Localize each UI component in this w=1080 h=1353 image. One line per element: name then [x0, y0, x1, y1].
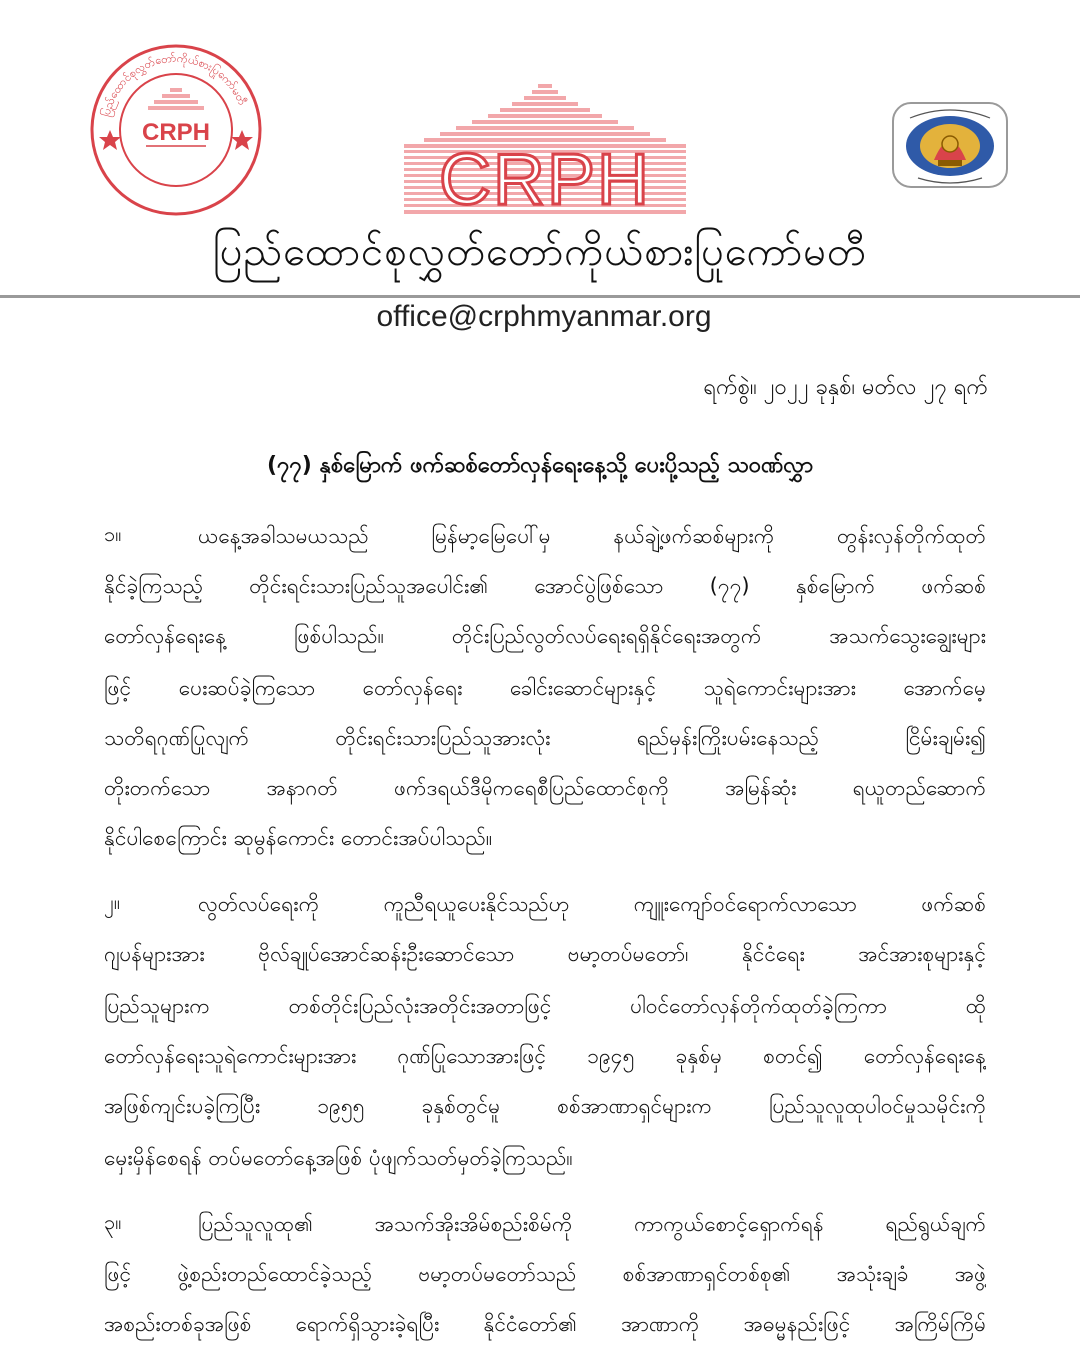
- header-divider: [0, 295, 1080, 298]
- text-line: သတိရဂုဏ်ပြုလျက် တိုင်းရင်းသားပြည်သူအားလုံး ရည်မှန်းကြိုးပမ်းနေသည့် ငြိမ်းချမ်း၍: [104, 726, 986, 750]
- text-line: ယနေ့အခါသမယသည် မြန်မာ့မြေပေါ်မှ နယ်ချဲ့ဖက်ဆစ်များကို တွန်းလှန်တိုက်ထုတ်: [198, 524, 986, 548]
- text-line: နိုင်ခဲ့ကြသည့် တိုင်းရင်းသားပြည်သူအပေါင်း၏ အောင်ပွဲဖြစ်သော (၇၇) နှစ်မြောက် ဖက်ဆစ်: [104, 574, 986, 598]
- crph-seal-logo: [88, 42, 264, 218]
- text-line: အဖြစ်ကျင်းပခဲ့ကြပြီး ၁၉၅၅ ခုနှစ်တွင်မူ စစ်အာဏာရှင်များက ပြည်သူလူထုပါဝင်မှုသမိုင်းကို: [104, 1094, 986, 1118]
- seal-ring-text: ပြည်ထောင်စုလွှတ်တော်ကိုယ်စားပြုကော်မတီ: [99, 51, 249, 119]
- text-line: လွတ်လပ်ရေးကို ကူညီရယူပေးနိုင်သည်ဟု ကျူးကျော်ဝင်ရောက်လာသော ဖက်ဆစ်: [198, 892, 986, 916]
- crph-main-logo: [400, 82, 690, 218]
- organization-name: ပြည်ထောင်စုလွှတ်တော်ကိုယ်စားပြုကော်မတီ: [213, 229, 867, 275]
- text-line: ဖြင့် ဖွဲ့စည်းတည်ထောင်ခဲ့သည့် ဗမာ့တပ်မတော်သည် စစ်အာဏာရှင်တစ်စု၏ အသုံးချခံ အဖွဲ့: [104, 1262, 986, 1286]
- document-date: ရက်စွဲ။ ၂၀၂၂ ခုနှစ်၊ မတ်လ ၂၇ ရက်: [703, 375, 988, 400]
- document-header: [0, 0, 1080, 333]
- paragraph-number: ၁။: [104, 522, 122, 546]
- star-icon: [231, 130, 253, 150]
- text-line: မှေးမှိန်စေရန် တပ်မတော်နေ့အဖြစ် ပုံဖျက်သတ်မှတ်ခဲ့ကြသည်။: [104, 1146, 573, 1170]
- paragraph-number: ၂။: [104, 890, 120, 914]
- state-emblem-logo: [890, 100, 1010, 190]
- crph-logo-text: CRPH: [438, 140, 652, 218]
- contact-email[interactable]: office@crphmyanmar.org: [376, 300, 712, 333]
- text-line: ဖြင့် ပေးဆပ်ခဲ့ကြသော တော်လှန်ရေး ခေါင်းဆောင်များနှင့် သူရဲကောင်းများအား အောက်မေ့: [104, 676, 986, 700]
- text-line: နိုင်ပါစေကြောင်း ဆုမွန်ကောင်း တောင်းအပ်ပါသည်။: [104, 826, 493, 850]
- text-line: တိုးတက်သော အနာဂတ် ဖက်ဒရယ်ဒီမိုကရေစီပြည်ထောင်စုကို အမြန်ဆုံး ရယူတည်ဆောက်: [104, 776, 986, 800]
- text-line: တော်လှန်ရေးသူရဲကောင်းများအား ဂုဏ်ပြုသောအားဖြင့် ၁၉၄၅ ခုနှစ်မှ စတင်၍ တော်လှန်ရေးနေ့: [104, 1044, 986, 1068]
- text-line: အစည်းတစ်ခုအဖြစ် ရောက်ရှိသွားခဲ့ရပြီး နိုင်ငံတော်၏ အာဏာကို အဓမ္မနည်းဖြင့် အကြိမ်ကြိမ်: [104, 1312, 986, 1336]
- document-title: (၇၇) နှစ်မြောက် ဖက်ဆစ်တော်လှန်ရေးနေ့သို့ ပေးပို့သည့် သဝဏ်လွှာ: [266, 453, 813, 478]
- seal-center-text: CRPH: [141, 119, 211, 146]
- paragraph-number: ၃။: [104, 1210, 122, 1234]
- text-line: တော်လှန်ရေးနေ့ ဖြစ်ပါသည်။ တိုင်းပြည်လွတ်လပ်ရေးရရှိနိုင်ရေးအတွက် အသက်သွေးချွေးများ: [104, 624, 986, 648]
- text-line: ပြည်သူလူထု၏ အသက်အိုးအိမ်စည်းစိမ်ကို ကာကွယ်စောင့်ရှောက်ရန် ရည်ရွယ်ချက်: [198, 1212, 986, 1236]
- star-icon: [99, 130, 121, 150]
- text-line: ပြည်သူများက တစ်တိုင်းပြည်လုံးအတိုင်းအတာဖြင့် ပါဝင်တော်လှန်တိုက်ထုတ်ခဲ့ကြကာ ထို: [104, 994, 986, 1018]
- text-line: ဂျပန်များအား ဗိုလ်ချုပ်အောင်ဆန်းဦးဆောင်သော ဗမာ့တပ်မတော်၊ နိုင်ငံရေး အင်အားစုများနှင့်: [104, 942, 986, 966]
